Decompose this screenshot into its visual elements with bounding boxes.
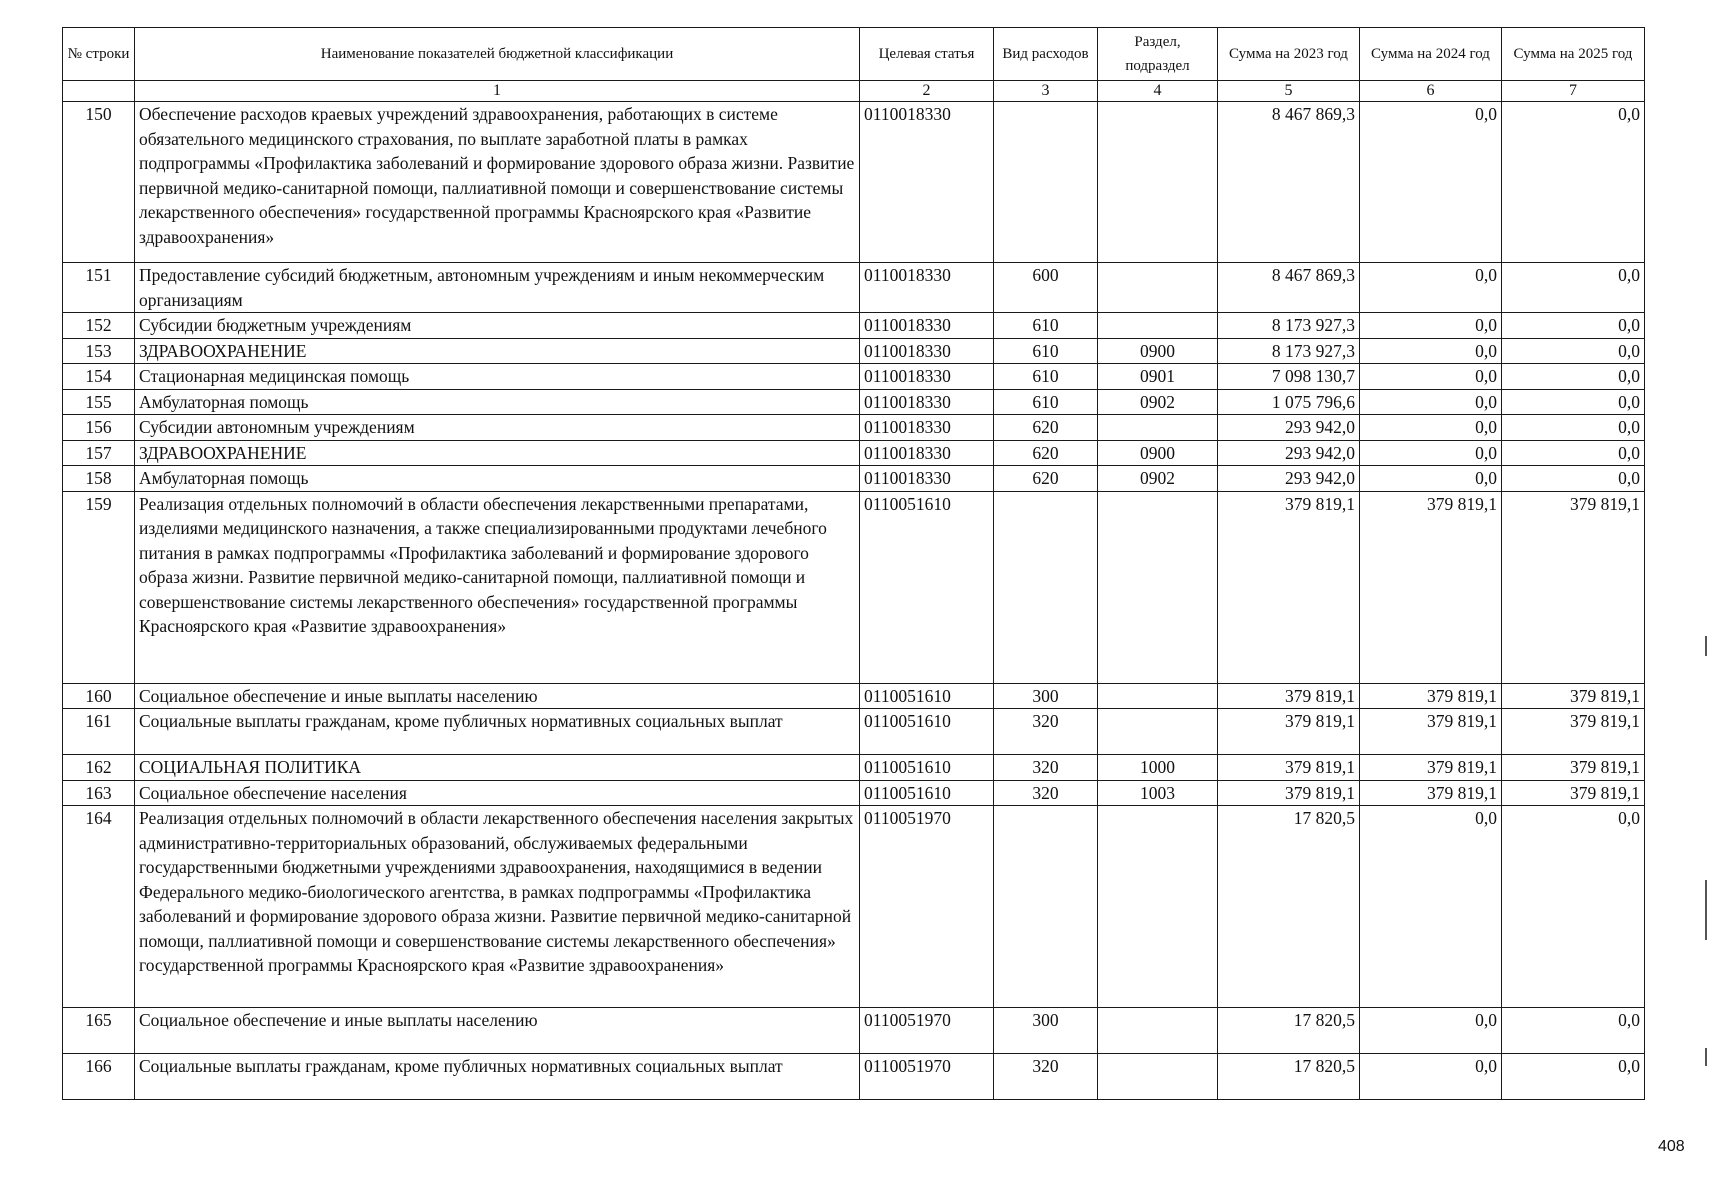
sum-2023-cell: 8 467 869,3 bbox=[1218, 102, 1360, 263]
scan-edge-mark bbox=[1705, 880, 1707, 940]
target-article-cell: 0110018330 bbox=[860, 466, 994, 492]
scan-edge-mark bbox=[1705, 636, 1707, 656]
sum-2024-cell: 0,0 bbox=[1360, 364, 1502, 390]
sum-2025-cell: 0,0 bbox=[1502, 1054, 1645, 1100]
indicator-name-cell: Социальное обеспечение и иные выплаты населению bbox=[135, 683, 860, 709]
row-number-cell: 166 bbox=[63, 1054, 135, 1100]
section-cell bbox=[1098, 491, 1218, 683]
sum-2025-cell: 379 819,1 bbox=[1502, 780, 1645, 806]
expense-type-cell: 300 bbox=[994, 683, 1098, 709]
sum-2023-cell: 8 467 869,3 bbox=[1218, 263, 1360, 313]
target-article-cell: 0110051610 bbox=[860, 709, 994, 755]
target-article-cell: 0110018330 bbox=[860, 389, 994, 415]
section-cell: 1000 bbox=[1098, 755, 1218, 781]
table-row bbox=[63, 1008, 1645, 1054]
indicator-name-cell: Социальное обеспечение и иные выплаты населению bbox=[135, 1008, 860, 1054]
header-expense-type: Вид расходов bbox=[994, 28, 1098, 81]
section-cell bbox=[1098, 683, 1218, 709]
expense-type-cell bbox=[994, 806, 1098, 1008]
header-sum-2023: Сумма на 2023 год bbox=[1218, 28, 1360, 81]
indicator-name-cell: Амбулаторная помощь bbox=[135, 466, 860, 492]
indicator-name-cell: СОЦИАЛЬНАЯ ПОЛИТИКА bbox=[135, 755, 860, 781]
sum-2023-cell: 17 820,5 bbox=[1218, 806, 1360, 1008]
row-number-cell: 156 bbox=[63, 415, 135, 441]
target-article-cell: 0110018330 bbox=[860, 364, 994, 390]
expense-type-cell bbox=[994, 102, 1098, 263]
sum-2023-cell: 17 820,5 bbox=[1218, 1054, 1360, 1100]
target-article-cell: 0110051970 bbox=[860, 1054, 994, 1100]
table-row bbox=[63, 389, 1645, 415]
sum-2024-cell: 0,0 bbox=[1360, 806, 1502, 1008]
sum-2024-cell: 379 819,1 bbox=[1360, 755, 1502, 781]
target-article-cell: 0110018330 bbox=[860, 263, 994, 313]
indicator-name-cell: Амбулаторная помощь bbox=[135, 389, 860, 415]
indicator-name-cell: Предоставление субсидий бюджетным, автономным учреждениям и иным некоммерческим организациям bbox=[135, 263, 860, 313]
table-row bbox=[63, 440, 1645, 466]
section-cell: 0901 bbox=[1098, 364, 1218, 390]
section-cell bbox=[1098, 806, 1218, 1008]
header-section: Раздел, подраздел bbox=[1098, 28, 1218, 81]
row-number-cell: 154 bbox=[63, 364, 135, 390]
sum-2025-cell: 0,0 bbox=[1502, 466, 1645, 492]
sum-2023-cell: 8 173 927,3 bbox=[1218, 338, 1360, 364]
row-number-cell: 165 bbox=[63, 1008, 135, 1054]
indicator-name-cell: ЗДРАВООХРАНЕНИЕ bbox=[135, 440, 860, 466]
indicator-name-cell: Реализация отдельных полномочий в области обеспечения лекарственными препаратами, изделиями медицинского назначения, а также специализированными продуктами лечебного питания в рамках подпрограммы «Профилактика заболеваний и формирование здорового образа жизни. Развитие первичной медико-санитарной помощи, паллиативной помощи и совершенствование системы лекарственного обеспечения» государственной программы Красноярского края «Развитие здравоохранения» bbox=[135, 491, 860, 683]
sum-2023-cell: 379 819,1 bbox=[1218, 780, 1360, 806]
table-row bbox=[63, 709, 1645, 755]
target-article-cell: 0110051970 bbox=[860, 806, 994, 1008]
column-number: 4 bbox=[1098, 81, 1218, 102]
row-number-cell: 164 bbox=[63, 806, 135, 1008]
sum-2023-cell: 8 173 927,3 bbox=[1218, 313, 1360, 339]
expense-type-cell: 610 bbox=[994, 364, 1098, 390]
expense-type-cell: 300 bbox=[994, 1008, 1098, 1054]
expense-type-cell: 610 bbox=[994, 389, 1098, 415]
sum-2025-cell: 0,0 bbox=[1502, 102, 1645, 263]
target-article-cell: 0110051610 bbox=[860, 491, 994, 683]
section-cell: 0900 bbox=[1098, 440, 1218, 466]
indicator-name-cell: Реализация отдельных полномочий в области лекарственного обеспечения населения закрытых административно-территориальных образований, обслуживаемых федеральными государственными бюджетными учреждениями здравоохранения, находящимися в ведении Федерального медико-биологического агентства, в рамках подпрограммы «Профилактика заболеваний и формирование здорового образа жизни. Развитие первичной медико-санитарной помощи, паллиативной помощи и совершенствование системы лекарственного обеспечения» государственной программы Красноярского края «Развитие здравоохранения» bbox=[135, 806, 860, 1008]
sum-2023-cell: 17 820,5 bbox=[1218, 1008, 1360, 1054]
page-number: 408 bbox=[1658, 1138, 1685, 1155]
sum-2025-cell: 0,0 bbox=[1502, 263, 1645, 313]
sum-2024-cell: 379 819,1 bbox=[1360, 780, 1502, 806]
indicator-name-cell: ЗДРАВООХРАНЕНИЕ bbox=[135, 338, 860, 364]
section-cell bbox=[1098, 1054, 1218, 1100]
row-number-cell: 159 bbox=[63, 491, 135, 683]
column-number: 7 bbox=[1502, 81, 1645, 102]
indicator-name-cell: Субсидии автономным учреждениям bbox=[135, 415, 860, 441]
section-cell: 0902 bbox=[1098, 389, 1218, 415]
sum-2024-cell: 379 819,1 bbox=[1360, 683, 1502, 709]
sum-2025-cell: 379 819,1 bbox=[1502, 755, 1645, 781]
header-row-number: № строки bbox=[63, 28, 135, 81]
header-name: Наименование показателей бюджетной классификации bbox=[135, 28, 860, 81]
sum-2023-cell: 293 942,0 bbox=[1218, 415, 1360, 441]
sum-2024-cell: 379 819,1 bbox=[1360, 709, 1502, 755]
indicator-name-cell: Субсидии бюджетным учреждениям bbox=[135, 313, 860, 339]
section-cell bbox=[1098, 1008, 1218, 1054]
column-number: 5 bbox=[1218, 81, 1360, 102]
row-number-cell: 155 bbox=[63, 389, 135, 415]
table-row bbox=[63, 1054, 1645, 1100]
table-row bbox=[63, 338, 1645, 364]
sum-2023-cell: 1 075 796,6 bbox=[1218, 389, 1360, 415]
row-number-cell: 153 bbox=[63, 338, 135, 364]
sum-2025-cell: 0,0 bbox=[1502, 338, 1645, 364]
row-number-cell: 152 bbox=[63, 313, 135, 339]
column-number: 2 bbox=[860, 81, 994, 102]
table-row bbox=[63, 263, 1645, 313]
row-number-cell: 160 bbox=[63, 683, 135, 709]
table-row bbox=[63, 415, 1645, 441]
sum-2024-cell: 0,0 bbox=[1360, 1008, 1502, 1054]
sum-2025-cell: 0,0 bbox=[1502, 313, 1645, 339]
section-cell: 1003 bbox=[1098, 780, 1218, 806]
column-number: 1 bbox=[135, 81, 860, 102]
sum-2023-cell: 379 819,1 bbox=[1218, 683, 1360, 709]
sum-2023-cell: 379 819,1 bbox=[1218, 709, 1360, 755]
header-sum-2025: Сумма на 2025 год bbox=[1502, 28, 1645, 81]
expense-type-cell: 320 bbox=[994, 780, 1098, 806]
sum-2025-cell: 0,0 bbox=[1502, 440, 1645, 466]
sum-2025-cell: 0,0 bbox=[1502, 415, 1645, 441]
sum-2024-cell: 0,0 bbox=[1360, 338, 1502, 364]
target-article-cell: 0110051970 bbox=[860, 1008, 994, 1054]
row-number-cell: 161 bbox=[63, 709, 135, 755]
expense-type-cell: 620 bbox=[994, 466, 1098, 492]
table-row bbox=[63, 313, 1645, 339]
table-row bbox=[63, 491, 1645, 683]
sum-2023-cell: 293 942,0 bbox=[1218, 440, 1360, 466]
expense-type-cell: 600 bbox=[994, 263, 1098, 313]
expense-type-cell: 610 bbox=[994, 338, 1098, 364]
target-article-cell: 0110051610 bbox=[860, 780, 994, 806]
section-cell: 0900 bbox=[1098, 338, 1218, 364]
indicator-name-cell: Стационарная медицинская помощь bbox=[135, 364, 860, 390]
table-row bbox=[63, 364, 1645, 390]
sum-2023-cell: 379 819,1 bbox=[1218, 755, 1360, 781]
sum-2024-cell: 0,0 bbox=[1360, 263, 1502, 313]
expense-type-cell bbox=[994, 491, 1098, 683]
section-cell bbox=[1098, 313, 1218, 339]
sum-2025-cell: 379 819,1 bbox=[1502, 709, 1645, 755]
section-cell bbox=[1098, 415, 1218, 441]
expense-type-cell: 320 bbox=[994, 1054, 1098, 1100]
row-number-cell: 151 bbox=[63, 263, 135, 313]
sum-2024-cell: 0,0 bbox=[1360, 313, 1502, 339]
section-cell bbox=[1098, 263, 1218, 313]
header-target-article: Целевая статья bbox=[860, 28, 994, 81]
target-article-cell: 0110018330 bbox=[860, 313, 994, 339]
sum-2023-cell: 379 819,1 bbox=[1218, 491, 1360, 683]
table-row bbox=[63, 806, 1645, 1008]
expense-type-cell: 320 bbox=[994, 709, 1098, 755]
table-row bbox=[63, 755, 1645, 781]
column-number bbox=[63, 81, 135, 102]
budget-sheet bbox=[62, 27, 1644, 1100]
sum-2025-cell: 0,0 bbox=[1502, 1008, 1645, 1054]
expense-type-cell: 610 bbox=[994, 313, 1098, 339]
sum-2024-cell: 0,0 bbox=[1360, 466, 1502, 492]
sum-2024-cell: 379 819,1 bbox=[1360, 491, 1502, 683]
table-row bbox=[63, 683, 1645, 709]
section-cell bbox=[1098, 102, 1218, 263]
sum-2023-cell: 293 942,0 bbox=[1218, 466, 1360, 492]
target-article-cell: 0110018330 bbox=[860, 440, 994, 466]
row-number-cell: 163 bbox=[63, 780, 135, 806]
indicator-name-cell: Социальное обеспечение населения bbox=[135, 780, 860, 806]
sum-2025-cell: 0,0 bbox=[1502, 364, 1645, 390]
indicator-name-cell: Социальные выплаты гражданам, кроме публичных нормативных социальных выплат bbox=[135, 1054, 860, 1100]
row-number-cell: 158 bbox=[63, 466, 135, 492]
row-number-cell: 157 bbox=[63, 440, 135, 466]
section-cell bbox=[1098, 709, 1218, 755]
sum-2024-cell: 0,0 bbox=[1360, 415, 1502, 441]
table-row bbox=[63, 466, 1645, 492]
column-number-row bbox=[63, 81, 1645, 102]
sum-2025-cell: 0,0 bbox=[1502, 806, 1645, 1008]
table-row bbox=[63, 102, 1645, 263]
target-article-cell: 0110018330 bbox=[860, 415, 994, 441]
sum-2024-cell: 0,0 bbox=[1360, 440, 1502, 466]
sum-2025-cell: 379 819,1 bbox=[1502, 683, 1645, 709]
sum-2024-cell: 0,0 bbox=[1360, 102, 1502, 263]
sum-2023-cell: 7 098 130,7 bbox=[1218, 364, 1360, 390]
sum-2024-cell: 0,0 bbox=[1360, 389, 1502, 415]
indicator-name-cell: Социальные выплаты гражданам, кроме публичных нормативных социальных выплат bbox=[135, 709, 860, 755]
target-article-cell: 0110051610 bbox=[860, 683, 994, 709]
row-number-cell: 162 bbox=[63, 755, 135, 781]
target-article-cell: 0110018330 bbox=[860, 102, 994, 263]
column-number: 6 bbox=[1360, 81, 1502, 102]
target-article-cell: 0110018330 bbox=[860, 338, 994, 364]
header-sum-2024: Сумма на 2024 год bbox=[1360, 28, 1502, 81]
expense-type-cell: 620 bbox=[994, 440, 1098, 466]
indicator-name-cell: Обеспечение расходов краевых учреждений здравоохранения, работающих в системе обязательного медицинского страхования, по выплате заработной платы в рамках подпрограммы «Профилактика заболеваний и формирование здорового образа жизни. Развитие первичной медико-санитарной помощи, паллиативной помощи и совершенствование системы лекарственного обеспечения» государственной программы Красноярского края «Развитие здравоохранения» bbox=[135, 102, 860, 263]
column-number: 3 bbox=[994, 81, 1098, 102]
budget-table bbox=[62, 27, 1645, 1100]
expense-type-cell: 320 bbox=[994, 755, 1098, 781]
expense-type-cell: 620 bbox=[994, 415, 1098, 441]
target-article-cell: 0110051610 bbox=[860, 755, 994, 781]
sum-2025-cell: 0,0 bbox=[1502, 389, 1645, 415]
scan-edge-mark bbox=[1705, 1048, 1707, 1066]
row-number-cell: 150 bbox=[63, 102, 135, 263]
sum-2024-cell: 0,0 bbox=[1360, 1054, 1502, 1100]
header-row bbox=[63, 28, 1645, 81]
sum-2025-cell: 379 819,1 bbox=[1502, 491, 1645, 683]
section-cell: 0902 bbox=[1098, 466, 1218, 492]
table-row bbox=[63, 780, 1645, 806]
